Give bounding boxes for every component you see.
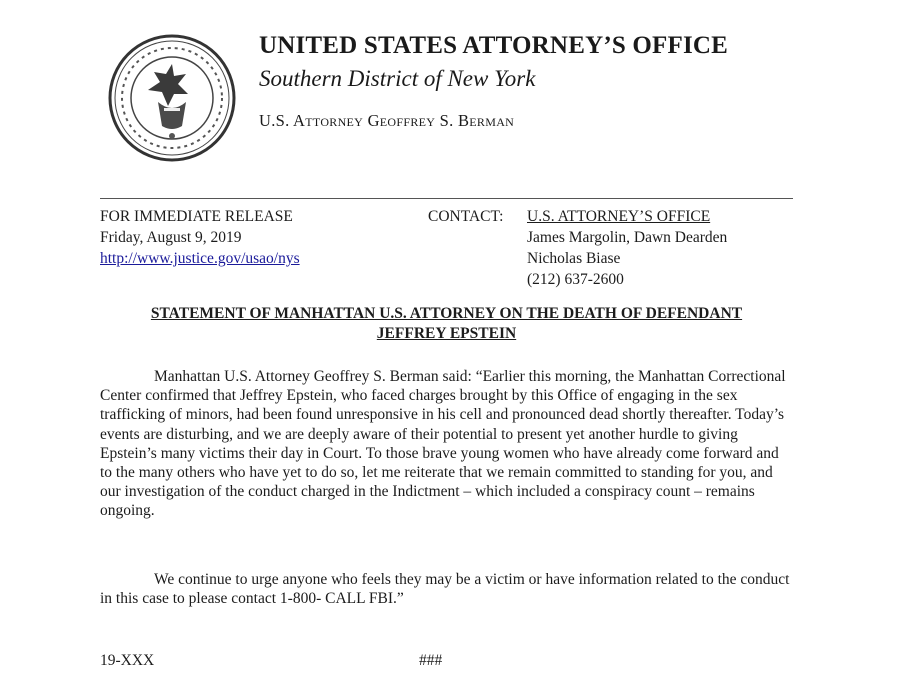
headline-line-1: STATEMENT OF MANHATTAN U.S. ATTORNEY ON THE DEATH OF DEFENDANT bbox=[150, 305, 743, 322]
statement-paragraph-2: We continue to urge anyone who feels they may be a victim or have information related to the conduct in this case to please contact 1-800- CALL FBI.” bbox=[100, 571, 790, 608]
contact-label: CONTACT: bbox=[428, 208, 504, 225]
office-name: UNITED STATES ATTORNEY’S OFFICE bbox=[259, 32, 729, 59]
release-block bbox=[100, 206, 300, 269]
statement-paragraph-1: Manhattan U.S. Attorney Geoffrey S. Berman said: “Earlier this morning, the Manhattan Correctional Center confirmed that Jeffrey Epstein, who faced charges brought by this Office of engaging in the sex trafficking of minors, had been found unresponsive in his cell and pronounced dead shortly thereafter. Today’s events are disturbing, and we are deeply aware of their potential to present yet another hurdle to giving Epstein’s many victims their day in Court. To those brave young women who have already come forward and to the many others who have yet to do so, let me reiterate that we remain committed to standing for you, and our investigation of the conduct charged in the Indictment – which included a conspiracy count – remains ongoing. bbox=[100, 368, 786, 520]
release-status: FOR IMMEDIATE RELEASE bbox=[100, 208, 293, 225]
contact-names: James Margolin, Dawn Dearden bbox=[527, 229, 728, 246]
header-divider bbox=[100, 198, 793, 199]
district-name: Southern District of New York bbox=[259, 66, 536, 91]
contact-office: U.S. ATTORNEY’S OFFICE bbox=[527, 208, 711, 225]
department-of-justice-seal-icon bbox=[108, 34, 236, 162]
end-mark: ### bbox=[419, 652, 443, 669]
contact-block bbox=[527, 206, 727, 290]
headline bbox=[100, 304, 793, 344]
release-date: Friday, August 9, 2019 bbox=[100, 229, 242, 246]
release-code: 19-XXX bbox=[100, 652, 155, 669]
contact-phone: (212) 637-2600 bbox=[527, 271, 624, 288]
contact-name-extra: Nicholas Biase bbox=[527, 250, 621, 267]
attorney-name: U.S. Attorney Geoffrey S. Berman bbox=[259, 111, 515, 130]
doj-seal bbox=[108, 34, 236, 162]
office-website-link[interactable]: http://www.justice.gov/usao/nys bbox=[100, 250, 300, 267]
headline-line-2: JEFFREY EPSTEIN bbox=[376, 325, 517, 342]
